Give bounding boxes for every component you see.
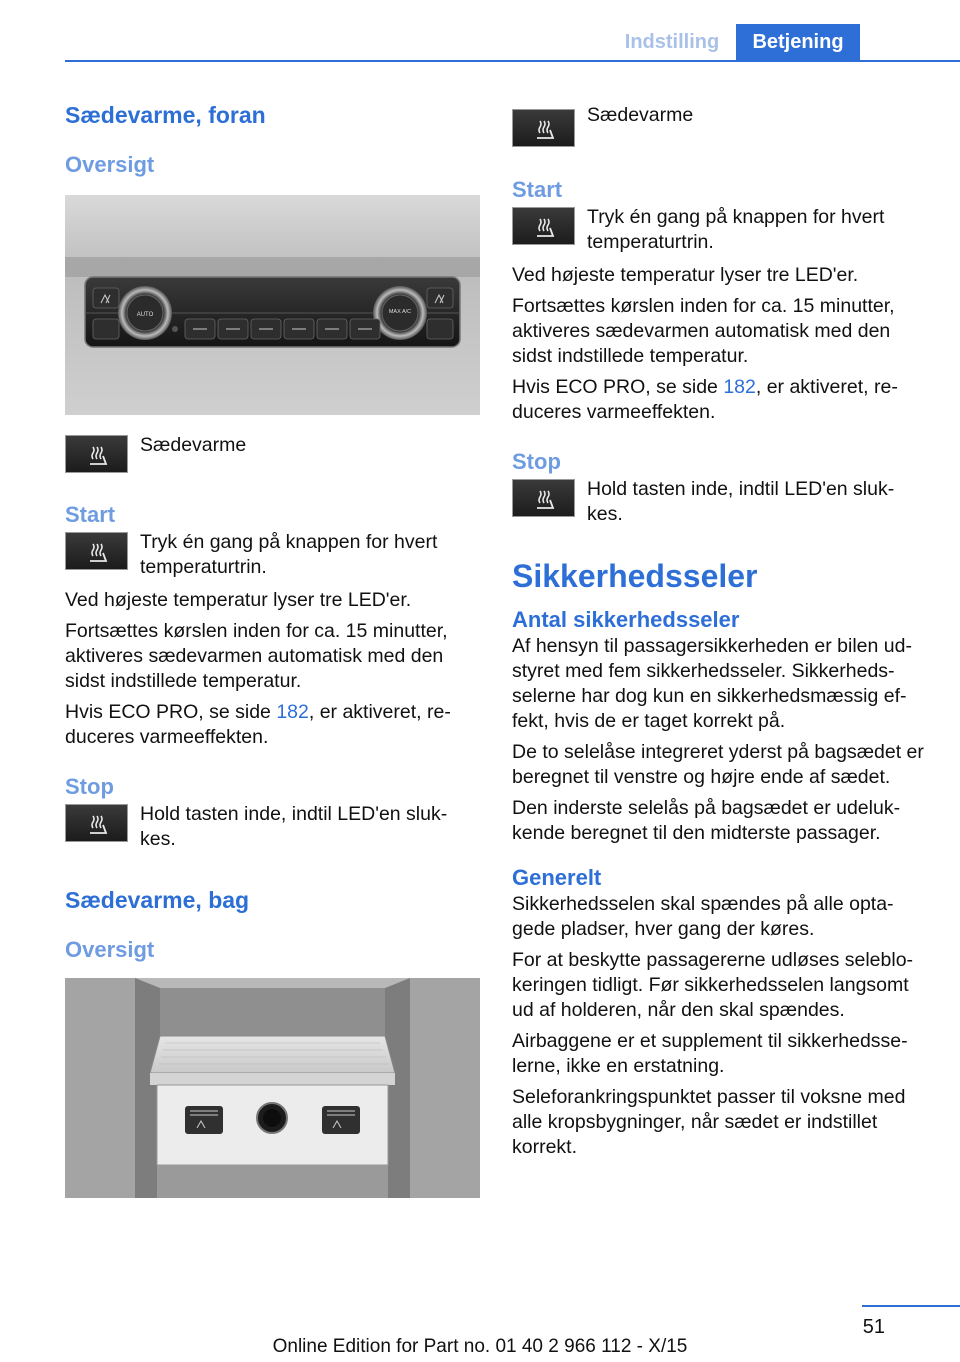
page-number: 51: [862, 1316, 885, 1338]
rear-seat-heating-title: Sædevarme, bag: [65, 887, 250, 913]
belt-count-p1: Af hensyn til passagersikkerheden er bilen ud‐styret med fem sikkerhedsseler. Sikkerheds‐selerne har dog kun en sikkerhedsmæssig ef‐fekt, hvis de er taget korrekt på.: [512, 635, 912, 732]
right-start-text: Tryk én gang på knappen for hvert temperaturtrin.: [587, 206, 885, 253]
page-link-182[interactable]: 182: [723, 376, 756, 398]
front-seat-heating-title: Sædevarme, foran: [65, 102, 266, 128]
front-climate-panel-photo: [65, 195, 480, 415]
panel-max-ac-label: MAX A/C: [388, 309, 412, 315]
seat-belts-title: Sikkerhedsseler: [512, 558, 758, 594]
right-p1: Ved højeste temperatur lyser tre LED'er.: [512, 264, 859, 286]
belt-count-p3: Den inderste selelås på bagsædet er udeluk‐kende beregnet til den midterste passager.: [512, 797, 901, 844]
front-overview-title: Oversigt: [65, 152, 155, 177]
right-column: [512, 100, 924, 1160]
header-section-indstilling[interactable]: Indstilling: [624, 31, 720, 53]
left-p3: Hvis ECO PRO, se side 182, er aktiveret, re‐duceres varmeeffekten.: [65, 701, 451, 748]
left-seat-heating-icon-row: [65, 435, 480, 473]
right-start-title: Start: [512, 177, 563, 202]
left-stop-text: Hold tasten inde, indtil LED'en sluk‐kes.: [140, 803, 448, 850]
left-start-icon-row: [65, 532, 480, 580]
right-seat-heating-label: Sædevarme: [587, 104, 694, 126]
header-section-betjening[interactable]: Betjening: [736, 24, 860, 60]
right-stop-text: Hold tasten inde, indtil LED'en sluk‐kes.: [587, 478, 895, 525]
header-rule: [65, 60, 960, 62]
general-p3: Airbaggene er et supplement til sikkerhedsse‐lerne, ikke en erstatning.: [512, 1030, 908, 1077]
left-stop-title: Stop: [65, 774, 114, 799]
seat-heating-icon[interactable]: [65, 804, 128, 842]
seat-heating-icon: [65, 435, 128, 473]
rear-overview-title: Oversigt: [65, 937, 155, 962]
footer-rule: [862, 1305, 960, 1307]
panel-auto-label: AUTO: [136, 312, 154, 318]
seat-heating-icon[interactable]: [512, 207, 575, 245]
belt-count-p2: De to selelåse integreret yderst på bagsædet er beregnet til venstre og højre ende af sædet.: [512, 741, 924, 788]
general-p2: For at beskytte passagererne udløses seleblo‐keringen tidligt. Før sikkerhedsselen langsomt ud af holderen, når den skal spændes.: [512, 949, 914, 1021]
seat-heating-icon: [512, 109, 575, 147]
right-p2: Fortsættes kørslen inden for ca. 15 minutter, aktiveres sædevarmen automatisk med den sidst indstillede temperatur.: [512, 295, 895, 367]
left-seat-heating-label: Sædevarme: [140, 434, 247, 456]
general-p1: Sikkerhedsselen skal spændes på alle opta‐gede pladser, hver gang der køres.: [512, 893, 894, 940]
left-p2: Fortsættes kørslen inden for ca. 15 minutter, aktiveres sædevarmen automatisk med den sidst indstillede temperatur.: [65, 620, 448, 692]
general-p4: Seleforankringspunktet passer til voksne med alle kropsbygninger, når sædet er indstillet korrekt.: [512, 1086, 906, 1158]
left-p1: Ved højeste temperatur lyser tre LED'er.: [65, 589, 412, 611]
rear-console-photo: [65, 978, 480, 1198]
seat-heating-icon[interactable]: [512, 479, 575, 517]
right-stop-icon-row: [512, 479, 924, 527]
left-column: [65, 100, 480, 1198]
left-stop-icon-row: [65, 804, 480, 852]
left-start-text: Tryk én gang på knappen for hvert temperaturtrin.: [140, 531, 438, 578]
right-seat-heating-icon-row: [512, 104, 924, 147]
page-link-182[interactable]: 182: [276, 701, 309, 723]
right-start-icon-row: [512, 207, 924, 255]
right-p3: Hvis ECO PRO, se side 182, er aktiveret, re‐duceres varmeeffekten.: [512, 376, 898, 423]
general-title: Generelt: [512, 865, 602, 890]
right-stop-title: Stop: [512, 449, 561, 474]
seat-heating-icon[interactable]: [65, 532, 128, 570]
belt-count-title: Antal sikkerhedsseler: [512, 607, 740, 632]
left-start-title: Start: [65, 502, 116, 527]
footer-edition: Online Edition for Part no. 01 40 2 966 112 - X/15: [272, 1336, 688, 1357]
